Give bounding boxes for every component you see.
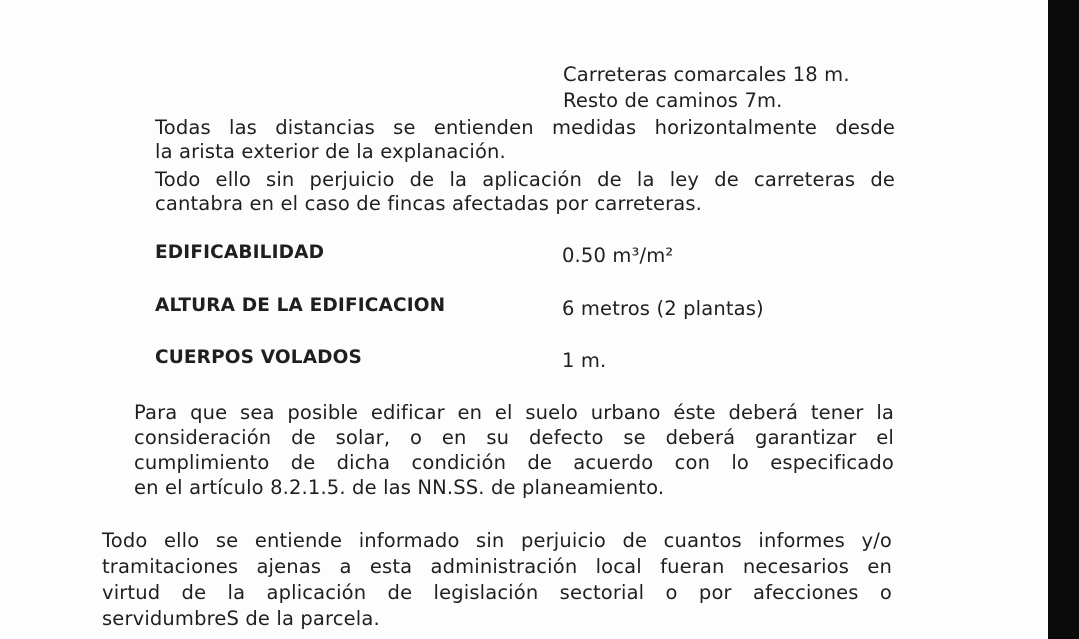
measure-note-line-1: Todas las distancias se entienden medidas horizontalmente desde xyxy=(155,116,895,139)
param-cuerpos-volados-value: 1 m. xyxy=(562,349,607,372)
law-note-line-2: cantabra en el caso de fincas afectadas por carreteras. xyxy=(155,192,703,215)
measure-note-line-2: la arista exterior de la explanación. xyxy=(155,140,506,163)
final-paragraph-line-1: Todo ello se entiende informado sin perjuicio de cuantos informes y/o xyxy=(102,529,892,552)
scan-border xyxy=(1048,0,1079,639)
solar-paragraph-line-4: en el artículo 8.2.1.5. de las NN.SS. de planeamiento. xyxy=(134,476,665,499)
param-altura-value: 6 metros (2 plantas) xyxy=(562,297,764,320)
law-note-line-1: Todo ello sin perjuicio de la aplicación de la ley de carreteras de xyxy=(155,168,895,191)
road-distance-comarcales: Carreteras comarcales 18 m. xyxy=(563,63,850,86)
road-distance-resto: Resto de caminos 7m. xyxy=(563,89,783,112)
final-paragraph-line-2: tramitaciones ajenas a esta administración local fueran necesarios en xyxy=(102,555,892,578)
solar-paragraph-line-3: cumplimiento de dicha condición de acuerdo con lo especificado xyxy=(134,451,894,474)
param-edificabilidad-label: EDIFICABILIDAD xyxy=(155,242,325,263)
solar-paragraph-line-1: Para que sea posible edificar en el suelo urbano éste deberá tener la xyxy=(134,401,894,424)
param-edificabilidad-value: 0.50 m³/m² xyxy=(562,244,674,267)
param-altura-label: ALTURA DE LA EDIFICACION xyxy=(155,295,446,316)
param-cuerpos-volados-label: CUERPOS VOLADOS xyxy=(155,347,363,368)
final-paragraph-line-4: servidumbreS de la parcela. xyxy=(102,607,380,630)
solar-paragraph-line-2: consideración de solar, o en su defecto se deberá garantizar el xyxy=(134,426,894,449)
final-paragraph-line-3: virtud de la aplicación de legislación sectorial o por afecciones o xyxy=(102,581,892,604)
